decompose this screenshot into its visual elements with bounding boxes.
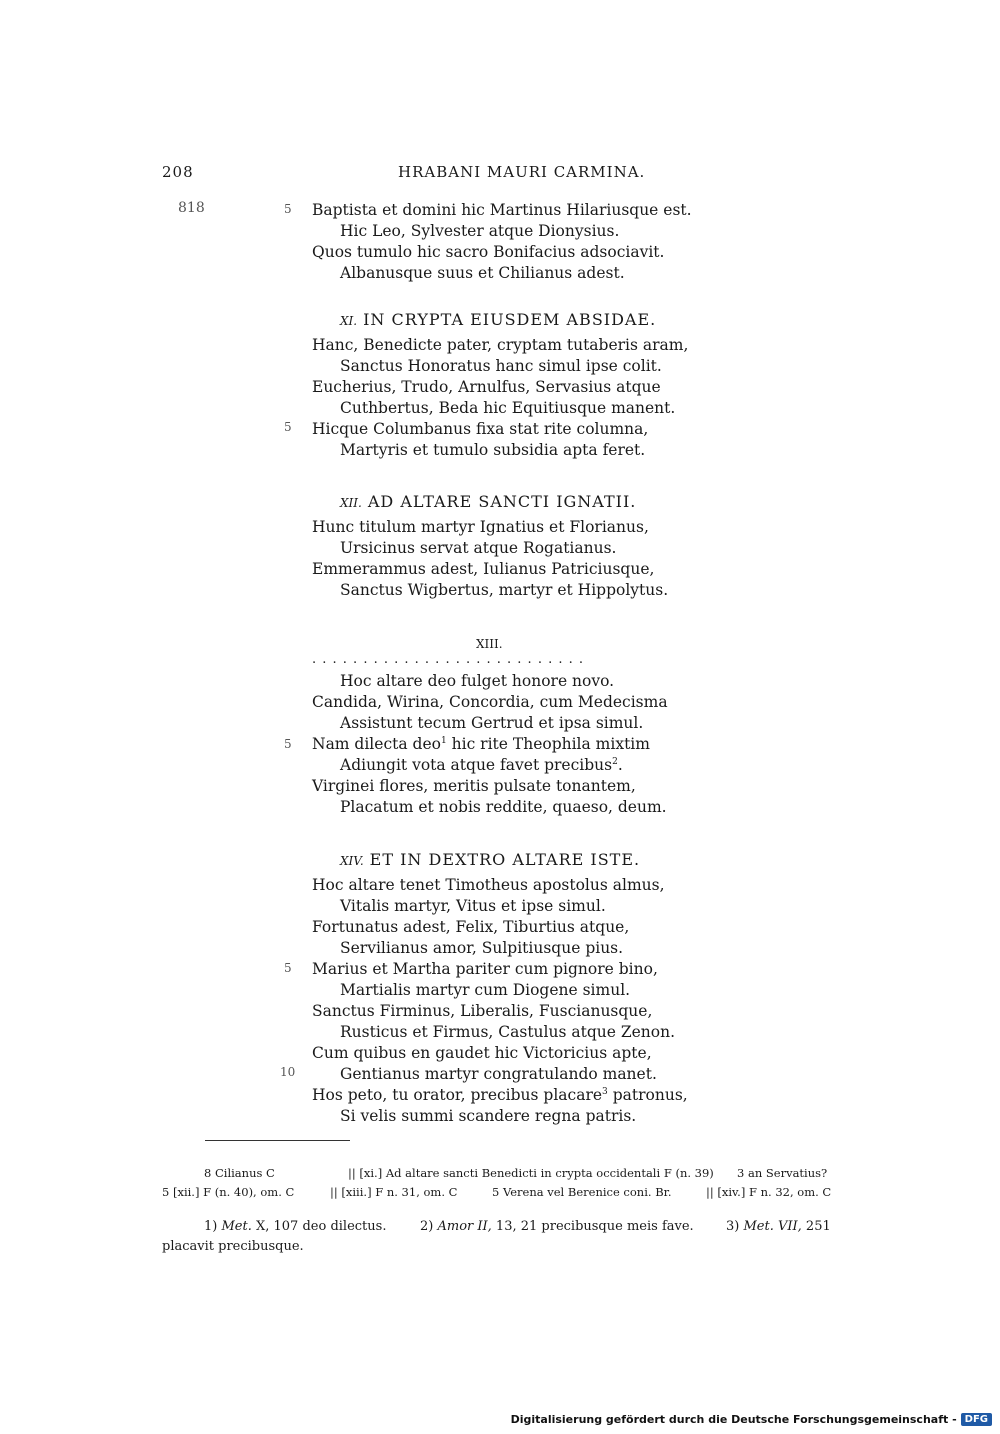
verse-line: Assistunt tecum Gertrud et ipsa simul. [340, 714, 644, 732]
section-title-xiv [340, 850, 640, 869]
page-number: 208 [162, 163, 194, 181]
footnote-1 [204, 1219, 386, 1234]
footnote-3-continuation: placavit precibusque. [162, 1239, 304, 1254]
digitization-credit [511, 1413, 992, 1426]
verse-line: Rusticus et Firmus, Castulus atque Zenon. [340, 1023, 676, 1041]
apparatus-note: 8 Cilianus C [204, 1166, 275, 1180]
verse-line: Ursicinus servat atque Rogatianus. [340, 539, 617, 557]
verse-line: Marius et Martha pariter cum pignore bino, [312, 960, 658, 978]
verse-line [312, 735, 650, 753]
verse-line: Hic Leo, Sylvester atque Dionysius. [340, 222, 620, 240]
verse-line: Martyris et tumulo subsidia apta feret. [340, 441, 646, 459]
margin-mark-5b: 5 [284, 420, 292, 434]
footnote-text: 251 [805, 1219, 831, 1234]
verse-line: Eucherius, Trudo, Arnulfus, Servasius atque [312, 378, 661, 396]
verse-line: Hoc altare deo fulget honore novo. [340, 672, 615, 690]
section-title-xii [340, 492, 636, 511]
verse-fragment: Adiungit vota atque favet precibus [340, 756, 613, 774]
footnote-text: 13, 21 precibusque meis fave. [495, 1219, 694, 1234]
verse-line: Si velis summi scandere regna patris. [340, 1107, 637, 1125]
section-number: XIV. [340, 854, 364, 868]
verse-line: Baptista et domini hic Martinus Hilariusque est. [312, 201, 692, 219]
footnote-2 [420, 1219, 694, 1234]
lacuna-dots: . . . . . . . . . . . . . . . . . . . . . . . . . . . [312, 652, 585, 667]
verse-line: Virginei flores, meritis pulsate tonantem, [312, 777, 636, 795]
margin-line-ref: 818 [178, 200, 205, 216]
verse-line: Hunc titulum martyr Ignatius et Florianus, [312, 518, 649, 536]
dfg-logo[interactable]: DFG [961, 1413, 992, 1426]
verse-line: Placatum et nobis reddite, quaeso, deum. [340, 798, 667, 816]
verse-fragment: Nam dilecta deo [312, 735, 441, 753]
footnote-marker: 1 [440, 735, 447, 746]
footnote-number: 3) [726, 1219, 740, 1234]
verse-line: Emmerammus adest, Iulianus Patriciusque, [312, 560, 655, 578]
margin-mark-5d: 5 [284, 961, 292, 975]
verse-line: Albanusque suus et Chilianus adest. [340, 264, 625, 282]
footnote-marker: 3 [602, 1086, 608, 1097]
verse-line: Gentianus martyr congratulando manet. [340, 1065, 657, 1083]
apparatus-note: 3 an Servatius? [737, 1166, 828, 1180]
running-title: HRABANI MAURI CARMINA. [398, 163, 646, 181]
credit-text: Digitalisierung gefördert durch die Deutsche Forschungsgemeinschaft - [510, 1413, 957, 1426]
verse-line: Cuthbertus, Beda hic Equitiusque manent. [340, 399, 676, 417]
section-heading: AD ALTARE SANCTI IGNATII. [367, 492, 637, 511]
margin-mark-10: 10 [280, 1065, 296, 1079]
verse-line: Hanc, Benedicte pater, cryptam tutaberis aram, [312, 336, 689, 354]
verse-line: Servilianus amor, Sulpitiusque pius. [340, 939, 624, 957]
footnote-source: Met. [221, 1219, 252, 1234]
verse-line: Sanctus Wigbertus, martyr et Hippolytus. [340, 581, 669, 599]
verse-line: Sanctus Honoratus hanc simul ipse colit. [340, 357, 662, 375]
verse-fragment: Hos peto, tu orator, precibus placare [312, 1086, 603, 1104]
footnote-number: 2) [420, 1219, 434, 1234]
margin-mark-5: 5 [284, 202, 292, 216]
apparatus-note: 5 [xii.] F (n. 40), om. C [162, 1185, 295, 1199]
verse-line: Quos tumulo hic sacro Bonifacius adsociavit. [312, 243, 665, 261]
section-title-xi [340, 310, 656, 329]
margin-mark-5c: 5 [284, 737, 292, 751]
footnote-source: Met. VII, [743, 1219, 802, 1234]
section-heading: ET IN DEXTRO ALTARE ISTE. [369, 850, 641, 869]
verse-line: Fortunatus adest, Felix, Tiburtius atque, [312, 918, 630, 936]
footnote-3 [726, 1219, 831, 1234]
verse-line: Vitalis martyr, Vitus et ipse simul. [340, 897, 606, 915]
verse-line [312, 1086, 688, 1104]
verse-line: Hoc altare tenet Timotheus apostolus almus, [312, 876, 665, 894]
section-heading: IN CRYPTA EIUSDEM ABSIDAE. [363, 310, 657, 329]
verse-fragment: patronus, [612, 1086, 688, 1104]
section-number-xiii: XIII. [476, 637, 503, 651]
footnote-source: Amor II, [437, 1219, 492, 1234]
apparatus-note: || [xiii.] F n. 31, om. C [330, 1185, 458, 1199]
apparatus-note: 5 Verena vel Berenice coni. Br. [492, 1185, 672, 1199]
verse-line: Adiungit vota atque favet precibus$^2$. [340, 756, 623, 774]
verse-fragment: hic rite Theophila mixtim [451, 735, 650, 753]
verse-line: Hicque Columbanus fixa stat rite columna, [312, 420, 649, 438]
footnote-number: 1) [204, 1219, 218, 1234]
verse-line: Candida, Wirina, Concordia, cum Medecisma [312, 693, 668, 711]
apparatus-note: || [xi.] Ad altare sancti Benedicti in crypta occidentali F (n. 39) [348, 1166, 714, 1180]
apparatus-note: || [xiv.] F n. 32, om. C [706, 1185, 832, 1199]
section-number: XI. [340, 314, 358, 328]
verse-line: Sanctus Firminus, Liberalis, Fuscianusque, [312, 1002, 653, 1020]
footnote-text: X, 107 deo dilectus. [256, 1219, 387, 1234]
apparatus-rule [205, 1140, 350, 1141]
section-number: XII. [340, 496, 362, 510]
verse-line: Martialis martyr cum Diogene simul. [340, 981, 631, 999]
verse-line: Cum quibus en gaudet hic Victoricius apte, [312, 1044, 652, 1062]
footnote-marker: 2 [612, 756, 618, 767]
